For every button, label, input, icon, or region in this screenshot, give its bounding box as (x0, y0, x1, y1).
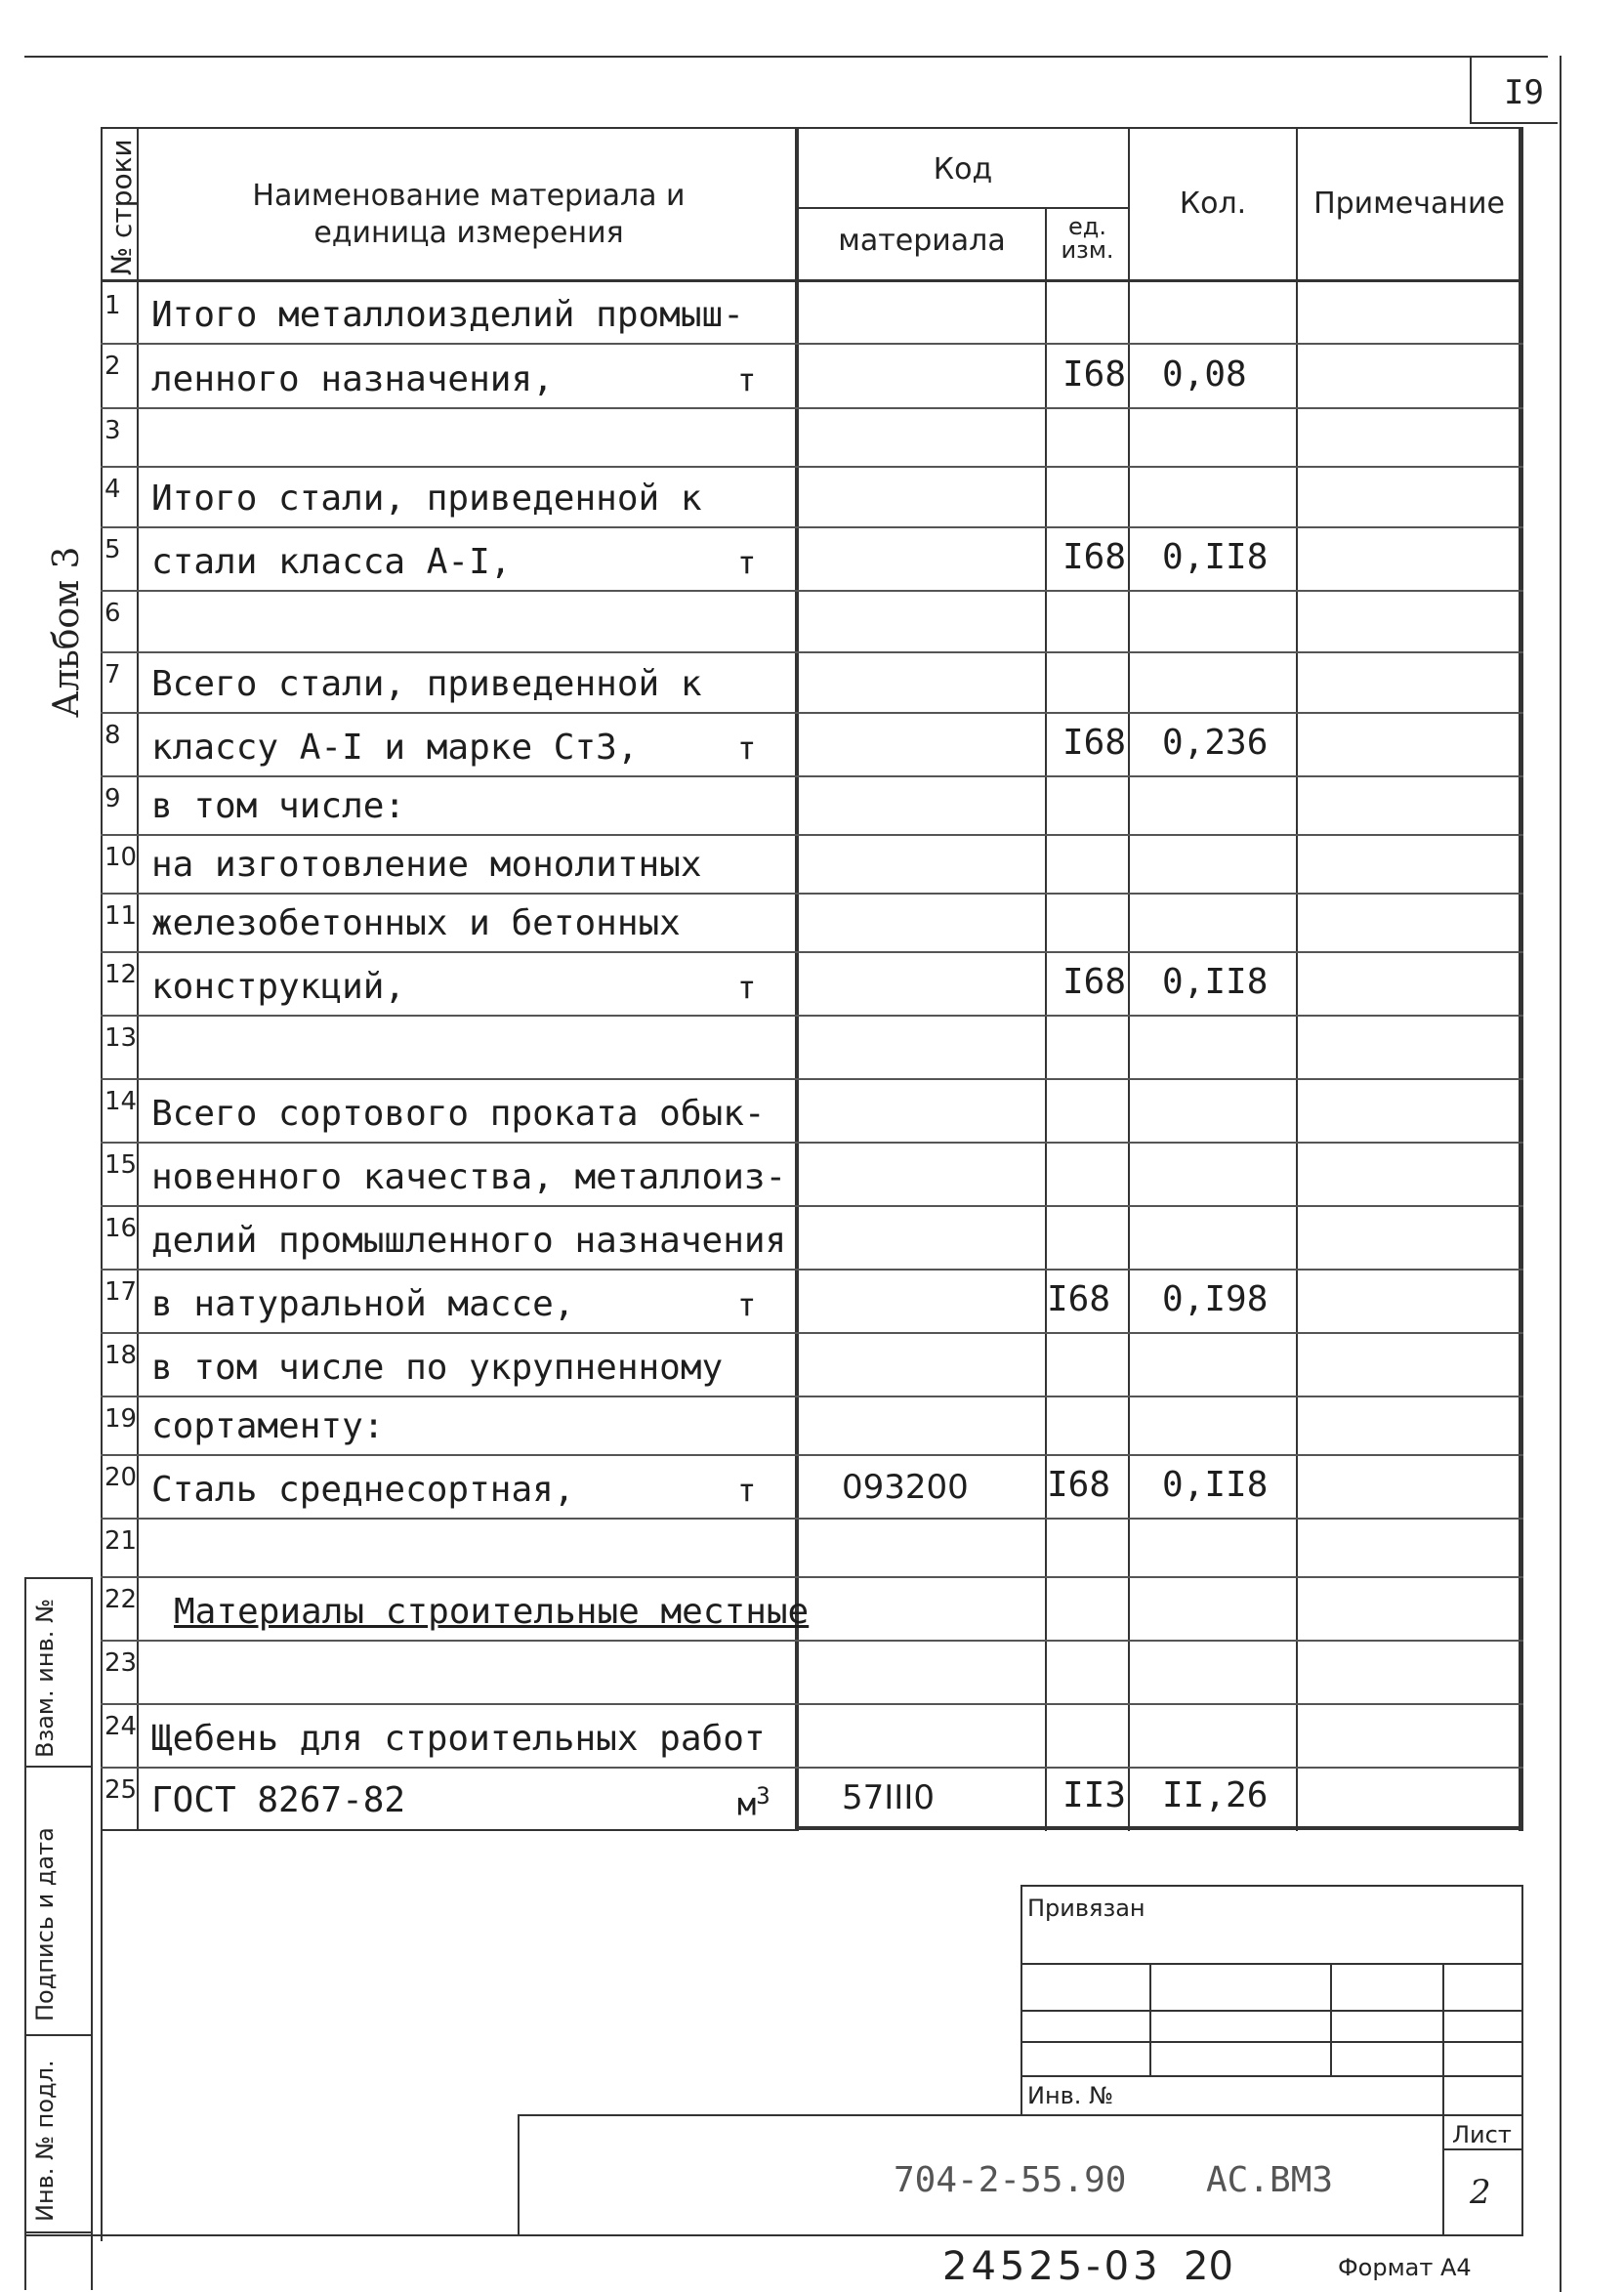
row-text: Всего стали, приведенной к (151, 664, 702, 704)
row-text: делий промышленного назначения (151, 1221, 787, 1261)
row-text: конструкций, (151, 967, 406, 1007)
row-number: 4 (104, 475, 121, 504)
footer-number: 24525-03 (942, 2244, 1162, 2289)
row-number: 1 (104, 291, 121, 320)
row-text: Сталь среднесортная, (151, 1470, 575, 1510)
row-unit: т (737, 729, 757, 767)
row-number: 11 (104, 901, 138, 931)
row-unit-code: II3 (1062, 1775, 1127, 1815)
footer-sheet: 20 (1184, 2244, 1233, 2289)
row-text: ленного назначения, (151, 359, 554, 399)
vzam-inv-label: Взам. инв. № (31, 1599, 59, 1758)
row-number: 19 (104, 1404, 138, 1434)
row-number: 25 (104, 1775, 138, 1805)
row-unit-code: I68 (1062, 962, 1127, 1002)
row-number: 5 (104, 535, 121, 564)
row-unit-code: I68 (1047, 1465, 1111, 1505)
row-unit-code: I68 (1047, 1279, 1111, 1319)
row-number: 10 (104, 843, 138, 872)
row-text: железобетонных и бетонных (151, 903, 681, 943)
row-number: 3 (104, 416, 121, 445)
row-text: Итого металлоизделий промыш- (151, 295, 744, 335)
row-quantity: 0,II8 (1162, 537, 1269, 577)
row-quantity: 0,08 (1162, 354, 1247, 395)
row-material-code: 093200 (842, 1468, 969, 1507)
header-row-no: № строки (105, 139, 138, 275)
podpis-label: Подпись и дата (31, 1827, 59, 2021)
row-unit: т (737, 544, 757, 581)
album-label: Альбом 3 (47, 546, 87, 718)
row-text: в том числе по укрупненному (151, 1348, 724, 1388)
header-code: Код (933, 152, 993, 187)
row-number: 6 (104, 599, 121, 628)
row-number: 7 (104, 660, 121, 689)
row-unit: т (737, 1472, 757, 1509)
row-number: 23 (104, 1648, 138, 1678)
row-text: в том числе: (151, 786, 406, 826)
row-material-code: 57III0 (842, 1778, 935, 1817)
row-quantity: 0,II8 (1162, 962, 1269, 1002)
row-text: Материалы строительные местные (174, 1592, 810, 1632)
list-label: Лист (1452, 2121, 1512, 2148)
header-code-unit: ед. изм. (1061, 213, 1114, 264)
row-number: 18 (104, 1341, 138, 1370)
row-number: 2 (104, 352, 121, 381)
header-code-material: материала (838, 224, 1006, 258)
row-unit-code: I68 (1062, 723, 1127, 763)
doc-mark: АС.ВМ3 (1206, 2160, 1334, 2200)
header-qty: Кол. (1179, 187, 1247, 221)
row-unit: т (737, 1286, 757, 1323)
row-unit: т (737, 361, 757, 398)
row-text: Всего сортового проката обык- (151, 1094, 766, 1134)
row-quantity: II,26 (1162, 1775, 1269, 1815)
row-number: 14 (104, 1087, 138, 1116)
row-text: новенного качества, металлоиз- (151, 1157, 787, 1197)
row-unit-code: I68 (1062, 354, 1127, 395)
row-unit: т (737, 969, 757, 1006)
row-text: ГОСТ 8267-82 (151, 1780, 406, 1820)
row-text: сортаменту: (151, 1406, 385, 1446)
row-text: стали класса А-I, (151, 542, 512, 582)
inv-podl-label: Инв. № подл. (31, 2060, 59, 2222)
row-number: 9 (104, 784, 121, 813)
row-number: 17 (104, 1277, 138, 1307)
row-text: в натуральной массе, (151, 1284, 575, 1324)
footer-format: Формат А4 (1338, 2254, 1472, 2281)
row-text: Щебень для строительных работ (151, 1719, 766, 1759)
row-unit: $м^3$ (737, 1782, 770, 1823)
row-number: 15 (104, 1150, 138, 1180)
privyazan-label: Привязан (1027, 1895, 1145, 1922)
row-text: Итого стали, приведенной к (151, 479, 702, 519)
row-quantity: 0,I98 (1162, 1279, 1269, 1319)
row-number: 24 (104, 1712, 138, 1741)
row-number: 16 (104, 1214, 138, 1243)
row-number: 13 (104, 1023, 138, 1053)
row-number: 21 (104, 1526, 138, 1556)
header-note: Примечание (1313, 187, 1505, 221)
header-name: Наименование материала и единица измерения (252, 179, 686, 250)
row-quantity: 0,236 (1162, 723, 1269, 763)
inv-no-label: Инв. № (1027, 2082, 1114, 2109)
row-number: 12 (104, 960, 138, 989)
page-number: I9 (1504, 73, 1544, 112)
row-unit-code: I68 (1062, 537, 1127, 577)
row-text: классу А-I и марке Ст3, (151, 728, 639, 768)
row-number: 8 (104, 721, 121, 750)
row-quantity: 0,II8 (1162, 1465, 1269, 1505)
row-number: 20 (104, 1463, 138, 1492)
list-number: 2 (1470, 2173, 1491, 2212)
row-number: 22 (104, 1585, 138, 1614)
row-text: на изготовление монолитных (151, 845, 702, 885)
doc-code: 704-2-55.90 (894, 2160, 1127, 2200)
